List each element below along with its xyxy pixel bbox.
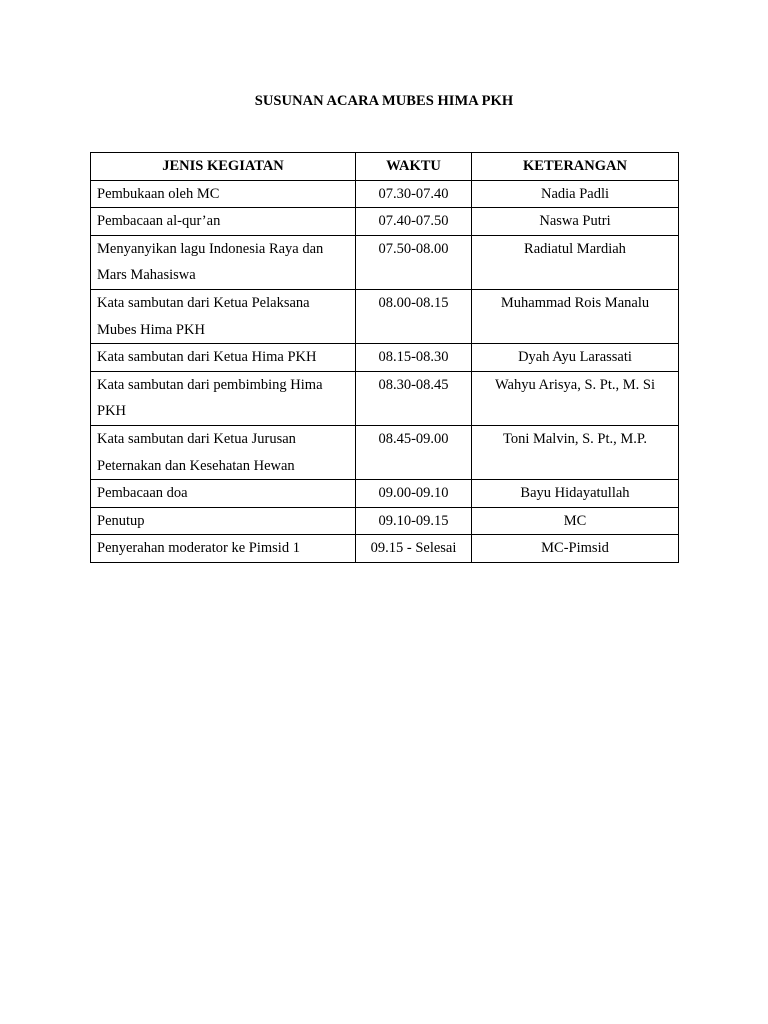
activity-cell: Penyerahan moderator ke Pimsid 1 [91, 535, 356, 563]
column-header-activity: JENIS KEGIATAN [91, 153, 356, 181]
page-title: SUSUNAN ACARA MUBES HIMA PKH [254, 93, 514, 109]
time-cell: 08.45-09.00 [356, 425, 472, 479]
schedule-table [90, 152, 679, 563]
table-row [91, 507, 679, 535]
time-cell: 08.00-08.15 [356, 289, 472, 343]
activity-cell: Pembacaan al-qur’an [91, 208, 356, 236]
table-row [91, 289, 679, 343]
note-cell: Nadia Padli [472, 180, 679, 208]
table-row [91, 208, 679, 236]
note-cell: Muhammad Rois Manalu [472, 289, 679, 343]
note-cell: Toni Malvin, S. Pt., M.P. [472, 425, 679, 479]
time-cell: 09.00-09.10 [356, 480, 472, 508]
activity-cell: Pembacaan doa [91, 480, 356, 508]
activity-cell: Kata sambutan dari Ketua Jurusan Peternakan dan Kesehatan Hewan [91, 425, 356, 479]
table-row [91, 371, 679, 425]
note-cell: Radiatul Mardiah [472, 235, 679, 289]
activity-cell: Kata sambutan dari Ketua Pelaksana Mubes Hima PKH [91, 289, 356, 343]
table-row [91, 235, 679, 289]
note-cell: Naswa Putri [472, 208, 679, 236]
activity-cell: Kata sambutan dari pembimbing Hima PKH [91, 371, 356, 425]
time-cell: 09.10-09.15 [356, 507, 472, 535]
time-cell: 09.15 - Selesai [356, 535, 472, 563]
table-row [91, 180, 679, 208]
activity-cell: Kata sambutan dari Ketua Hima PKH [91, 344, 356, 372]
note-cell: Wahyu Arisya, S. Pt., M. Si [472, 371, 679, 425]
note-cell: Dyah Ayu Larassati [472, 344, 679, 372]
table-row [91, 480, 679, 508]
activity-cell: Penutup [91, 507, 356, 535]
activity-cell: Menyanyikan lagu Indonesia Raya dan Mars Mahasiswa [91, 235, 356, 289]
time-cell: 07.30-07.40 [356, 180, 472, 208]
column-header-note: KETERANGAN [472, 153, 679, 181]
activity-cell: Pembukaan oleh MC [91, 180, 356, 208]
time-cell: 07.50-08.00 [356, 235, 472, 289]
table-row [91, 425, 679, 479]
note-cell: MC-Pimsid [472, 535, 679, 563]
column-header-time: WAKTU [356, 153, 472, 181]
time-cell: 07.40-07.50 [356, 208, 472, 236]
note-cell: MC [472, 507, 679, 535]
table-row [91, 535, 679, 563]
table-header-row [91, 153, 679, 181]
time-cell: 08.15-08.30 [356, 344, 472, 372]
table-row [91, 344, 679, 372]
time-cell: 08.30-08.45 [356, 371, 472, 425]
note-cell: Bayu Hidayatullah [472, 480, 679, 508]
